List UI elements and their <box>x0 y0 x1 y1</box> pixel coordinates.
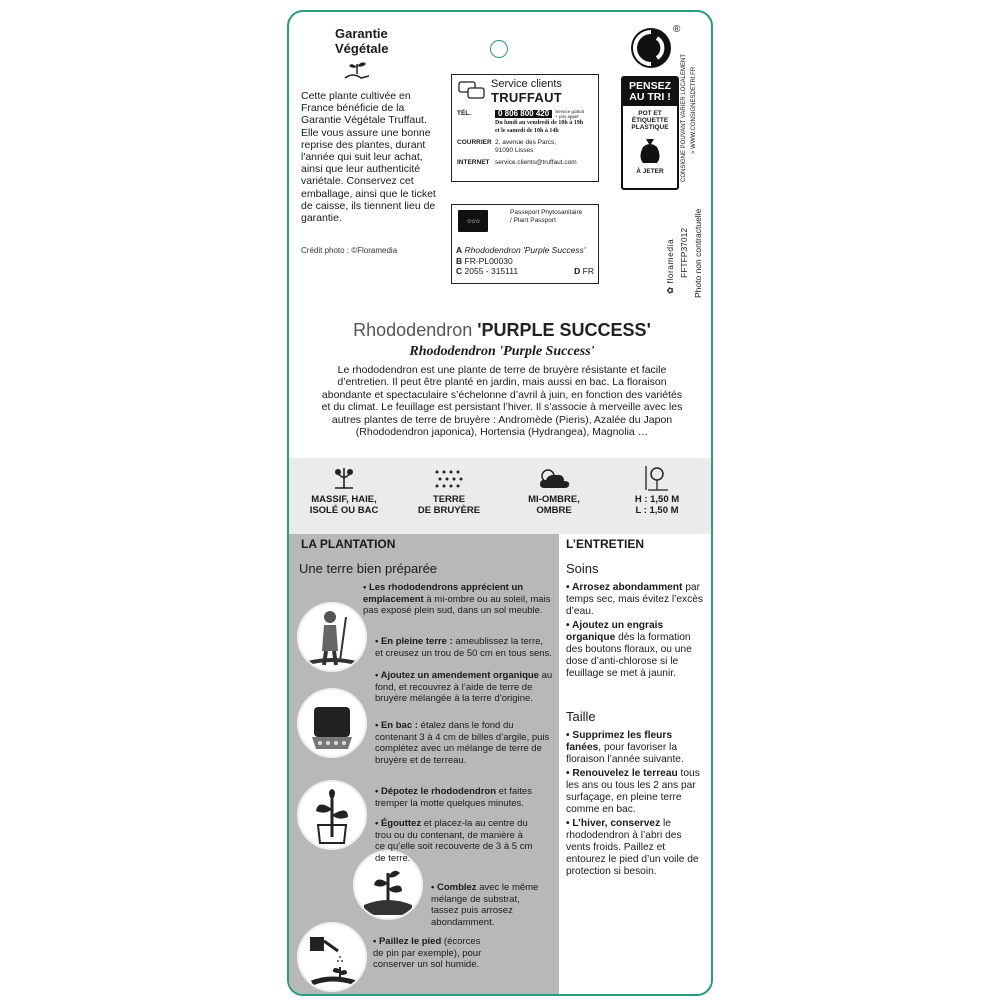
step-en-bac: • En bac : étalez dans le fond du contenant 3 à 4 cm de billes d’argile, puis complétez avec un mélange de terre de bruyère et de terreau. <box>375 720 550 766</box>
garden-tree-icon <box>329 464 359 492</box>
sun-cloud-icon <box>534 464 574 492</box>
garantie-text: Cette plante cultivée en France bénéficie de la Garantie Végétale Truffaut. Elle vous assure une bonne reprise des plantes, durant l'année qui suit leur achat, ainsi que leur authenticité variétale. Conservez cet emballage, ainsi que le ticket de caisse, ils tiennent lieu de garantie. <box>301 90 436 225</box>
soins-engrais: • Ajoutez un engrais organique dès la formation des boutons floraux, ou une dose d’anti-chlorose si le feuillage se met à jaunir. <box>566 620 692 680</box>
plantation-subheading: Une terre bien préparée <box>299 561 438 576</box>
trash-bag-icon <box>637 135 663 165</box>
plant-label-card: Garantie Végétale Cette plante cultivée en France bénéficie de la Garantie Végétale Truffaut. Elle vous assure une bonne reprise des plantes, durant l'année qui suit leur achat, ainsi que leur authenticité variétale. Conservez cet emballage, ainsi que le ticket de caisse, ils tiennent lieu de garantie. Crédit photo : ©Floramedia Service clients TRUFFAUT TÉL. 0 806 800 420 Service gratuit + prix appel Du lundi au vendredi de 10h à 19h et le samedi de 10h à 14h COURRIER 2, avenue des Parcs, 91090 Lisses INTERNET service.clients@truffaut.com ☆☆☆ Passeport Phytosanitaire / Plant Passport A Rhododendron 'Purple Success' B FR-PL00030 C 2055 - 315111 D FR ® PENSEZ AU TRI ! POT ET ÉTIQUETTE PLASTIQUE À JETER CONSIGNE POUVANT VARIER LOCALEMENT > WWW.CONSIGNESDETRI.FR ✿ floramedia FFTFP37012 Photo non contractuelle Rhododendron 'PURPLE SUCCESS' Rhododendron 'Purple Success' Le rhododendron est une plante de terre de bruyère résistante et facile d’entretien. Il peut être planté en jardin, mais aussi en bac. La floraison abondante et spectaculaire s’échelonne d’avril à juin, en fonction des variétés et du climat. Le feuillage est persistant l’hiver. Il s’associe à merveille avec les autres plantes de terre de bruyère : Andromède (Pieris), Azalée du Japon (Rhododendron japonica), Hortensia (Hydrangea), Magnolia … MASSIF, HAIE, ISOLÉ OU BAC TERRE DE BRUYÈRE MI-OMBRE, OMBRE H : 1,50 M L : 1,50 M LA PLANTATION Une terre bien préparée • Les rhododendrons apprécient un emplacement à mi-ombre ou au soleil, mais pas exposé plein sud, dans un sol meuble. • En pleine terre : ameublissez la terre, et creusez un trou de 50 cm en tous sens. • Ajoutez un amendement organique au fond, et recouvrez à l’aide de terre de bruyère mélangée à la terre d’origine. • En bac : étalez dans le fond du contenant 3 à 4 cm de billes d’argile, puis complétez avec un mélange de terre de bruyère et de terreau. • Dépotez le rhododendron et faites tremper la motte quelques minutes. • Égouttez et placez-la au centre du trou ou du contenant, de manière à ce qu’elle soit recouverte de 3 à 5 cm de terre. • Comblez avec le même mélange de substrat, tassez puis arrosez abondamment. • Paillez le pied (écorces de pin par exemple), pour conserver un sol humide. L’ENTRETIEN Soins • Arrosez abondamment par temps sec, mais évitez l’excès d’eau. • Ajoutez un engrais organique dès la formation des boutons floraux, ou une dose d’anti-chlorose si le feuillage se met à jaunir. Taille • Supprimez les fleurs fanées, pour favoriser la floraison l’année suivante. • Renouvelez le terreau tous les ans ou tous les 2 ans par surfaçage, en pleine terre comme en bac. • L’hiver, conservez le rhododendron à l’abri des vents froids. Paillez et entourez le pied d’un voile de protection si besoin. <box>287 10 713 996</box>
photo-credit: Crédit photo : ©Floramedia <box>301 246 398 255</box>
feature-soil: TERRE DE BRUYÈRE <box>399 458 499 516</box>
hang-hole-top <box>490 40 508 58</box>
floramedia-logo: ✿ floramedia <box>665 238 675 294</box>
eu-flag-icon: ☆☆☆ <box>458 210 488 232</box>
recycle-badge: PENSEZ AU TRI ! POT ET ÉTIQUETTE PLASTIQUE À JETER <box>621 76 679 190</box>
taille-heading: Taille <box>566 709 596 724</box>
step-paillez: • Paillez le pied (écorces de pin par exemple), pour conserver un sol humide. <box>373 936 482 970</box>
potted-plant-illustration <box>297 780 367 850</box>
service-clients-box: Service clients TRUFFAUT TÉL. 0 806 800 420 Service gratuit + prix appel Du lundi au vendredi de 10h à 19h et le samedi de 10h à 14h COURRIER 2, avenue des Parcs, 91090 Lisses INTERNET service.clients@truffaut.com <box>451 74 599 182</box>
taille-terreau: • Renouvelez le terreau tous les ans ou tous les 2 ans par surfaçage, en pleine terre comme en bac. <box>566 768 700 816</box>
taille-hiver: • L’hiver, conservez le rhododendron à l’abri des vents froids. Paillez et entourez le pied d’un voile de protection si besoin. <box>566 818 699 878</box>
plant-title: Rhododendron 'PURPLE SUCCESS' <box>353 320 651 340</box>
soins-arrosez: • Arrosez abondamment par temps sec, mais évitez l’excès d’eau. <box>566 582 704 618</box>
garantie-title: Garantie Végétale <box>335 26 389 56</box>
step-emplacement: • Les rhododendrons apprécient un emplacement à mi-ombre ou au soleil, mais pas exposé plein sud, dans un sol meuble. <box>363 582 551 616</box>
service-head: Service clients <box>491 78 562 90</box>
entretien-heading: L’ENTRETIEN <box>566 537 645 551</box>
tel-number[interactable]: 0 806 800 420 <box>495 110 552 118</box>
features-band <box>289 458 713 534</box>
size-tree-icon <box>642 464 672 492</box>
feature-exposure: MI-OMBRE, OMBRE <box>504 458 604 516</box>
plant-description: Le rhododendron est une plante de terre de bruyère résistante et facile d’entretien. Il peut être planté en jardin, mais aussi en bac. La floraison abondante et spectaculaire s’échelonne d’avril à juin, en fonction des variétés et du climat. Le feuillage est persistant l’hiver. Il s’associe à merveille avec les autres plantes de terre de bruyère : Andromède (Pieris), Azalée du Japon (Rhododendron japonica), Hortensia (Hydrangea), Magnolia … <box>321 364 683 439</box>
plant-latin-name: Rhododendron 'Purple Success' <box>409 344 595 359</box>
hand-plant-icon <box>341 58 373 84</box>
plant-passport-box: ☆☆☆ Passeport Phytosanitaire / Plant Passport A Rhododendron 'Purple Success' B FR-PL00030 C 2055 - 315111 D FR <box>451 204 599 284</box>
step-amendement: • Ajoutez un amendement organique au fond, et recouvrez à l’aide de terre de bruyère mélangée à la terre d’origine. <box>375 670 553 704</box>
step-egouttez: • Égouttez et placez-la au centre du trou ou du contenant, de manière à ce qu’elle soit recouverte de 3 à 5 cm de terre. <box>375 818 533 864</box>
service-brand: TRUFFAUT <box>491 90 562 105</box>
taille-fleurs: • Supprimez les fleurs fanées, pour favoriser la floraison l’année suivante. <box>566 730 684 766</box>
service-email-link[interactable]: service.clients@truffaut.com <box>495 159 577 166</box>
chat-bubbles-icon <box>458 81 486 101</box>
green-dot-icon <box>629 26 673 70</box>
soil-icon <box>432 464 466 492</box>
gardener-illustration <box>297 602 367 672</box>
feature-size: H : 1,50 M L : 1,50 M <box>607 458 707 516</box>
step-pleine-terre: • En pleine terre : ameublissez la terre, et creusez un trou de 50 cm en tous sens. <box>375 636 552 659</box>
plantation-heading: LA PLANTATION <box>301 537 396 551</box>
step-depotez: • Dépotez le rhododendron et faites tremper la motte quelques minutes. <box>375 786 532 809</box>
planter-illustration <box>297 688 367 758</box>
watering-can-illustration <box>297 922 367 992</box>
feature-usage: MASSIF, HAIE, ISOLÉ OU BAC <box>294 458 394 516</box>
soins-heading: Soins <box>566 561 599 576</box>
step-comblez: • Comblez avec le même mélange de substrat, tassez puis arrosez abondamment. <box>431 882 539 928</box>
